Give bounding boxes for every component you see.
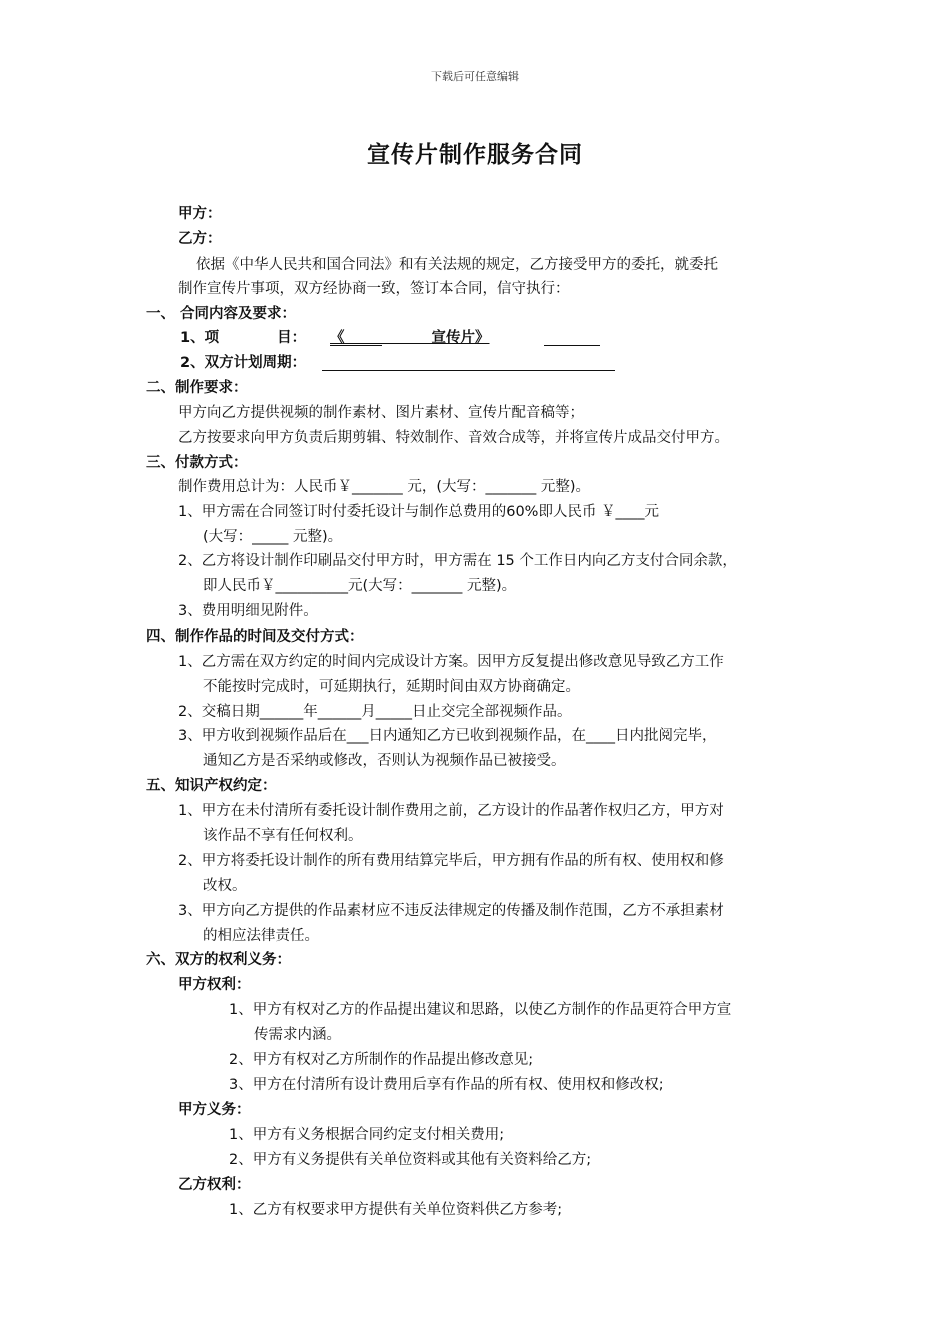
contract-text-line: 不能按时完成时，可延期执行，延期时间由双方协商确定。 — [203, 679, 580, 695]
contract-text-line: 制作费用总计为：人民币￥_______ 元，(大写：_______ 元整)。 — [178, 479, 591, 495]
contract-text-line: 2、乙方将设计制作印刷品交付甲方时，甲方需在 15 个工作日内向乙方支付合同余款， — [178, 553, 737, 569]
schedule-period-blank — [322, 355, 615, 371]
contract-text-line: 依据《中华人民共和国合同法》和有关法规的规定，乙方接受甲方的委托，就委托 — [196, 257, 718, 273]
contract-text-line: 传需求内涵。 — [254, 1027, 341, 1043]
section-heading: 四、制作作品的时间及交付方式： — [146, 629, 364, 645]
contract-text-line: 该作品不享有任何权利。 — [203, 828, 363, 844]
contract-text-line: 1、乙方需在双方约定的时间内完成设计方案。因甲方反复提出修改意见导致乙方工作 — [178, 654, 724, 670]
contract-title: 宣传片制作服务合同 — [367, 142, 583, 168]
contract-text-line: 改权。 — [203, 878, 247, 894]
contract-text-line: 制作宣传片事项，双方经协商一致，签订本合同，信守执行： — [178, 281, 570, 297]
project-name-blank-left — [330, 330, 382, 346]
contract-text-line: 3、甲方收到视频作品后在___日内通知乙方已收到视频作品，在____日内批阅完毕， — [178, 728, 717, 744]
contract-text-line: 2、甲方有权对乙方所制作的作品提出修改意见; — [229, 1052, 534, 1068]
section-heading: 1、项 目： — [180, 330, 307, 346]
section-heading: 2、双方计划周期： — [180, 355, 307, 371]
contract-text-line: 甲方向乙方提供视频的制作素材、图片素材、宣传片配音稿等； — [178, 405, 584, 421]
contract-text-line: (大写：_____ 元整)。 — [203, 529, 343, 545]
section-heading: 乙方： — [178, 231, 222, 247]
section-heading: 甲方： — [178, 206, 222, 222]
section-heading: 六、双方的权利义务： — [146, 952, 291, 968]
contract-text-line: 1、乙方有权要求甲方提供有关单位资料供乙方参考; — [229, 1202, 563, 1218]
contract-text-line: 通知乙方是否采纳或修改，否则认为视频作品已被接受。 — [203, 753, 566, 769]
contract-text-line: 2、交稿日期______年______月_____日止交完全部视频作品。 — [178, 704, 572, 720]
contract-text-line: 1、甲方需在合同签订时付委托设计与制作总费用的60%即人民币 ￥____元 — [178, 504, 660, 520]
section-heading: 甲方权利： — [178, 977, 251, 993]
section-heading: 三、付款方式： — [146, 455, 248, 471]
project-name-blank-right — [544, 330, 600, 346]
section-heading: 《 宣传片》 — [330, 330, 490, 346]
contract-text-line: 2、甲方将委托设计制作的所有费用结算完毕后，甲方拥有作品的所有权、使用权和修 — [178, 853, 724, 869]
section-heading: 一、 合同内容及要求： — [146, 306, 297, 322]
contract-text-line: 3、费用明细见附件。 — [178, 603, 318, 619]
contract-text-line: 的相应法律责任。 — [203, 928, 319, 944]
contract-text-line: 即人民币￥__________元(大写：_______ 元整)。 — [203, 578, 517, 594]
contract-text-line: 3、甲方向乙方提供的作品素材应不违反法律规定的传播及制作范围，乙方不承担素材 — [178, 903, 724, 919]
contract-text-line: 1、甲方有权对乙方的作品提出建议和思路，以使乙方制作的作品更符合甲方宣 — [229, 1002, 732, 1018]
contract-text-line: 1、甲方有义务根据合同约定支付相关费用; — [229, 1127, 505, 1143]
download-note: 下载后可任意编辑 — [431, 70, 519, 83]
contract-text-line: 1、甲方在未付清所有委托设计制作费用之前，乙方设计的作品著作权归乙方，甲方对 — [178, 803, 724, 819]
section-heading: 五、知识产权约定： — [146, 778, 277, 794]
contract-text-line: 2、甲方有义务提供有关单位资料或其他有关资料给乙方; — [229, 1152, 592, 1168]
section-heading: 甲方义务： — [178, 1102, 251, 1118]
contract-text-line: 3、甲方在付清所有设计费用后享有作品的所有权、使用权和修改权; — [229, 1077, 664, 1093]
section-heading: 乙方权利： — [178, 1177, 251, 1193]
contract-text-line: 乙方按要求向甲方负责后期剪辑、特效制作、音效合成等，并将宣传片成品交付甲方。 — [178, 430, 729, 446]
section-heading: 二、制作要求： — [146, 380, 248, 396]
